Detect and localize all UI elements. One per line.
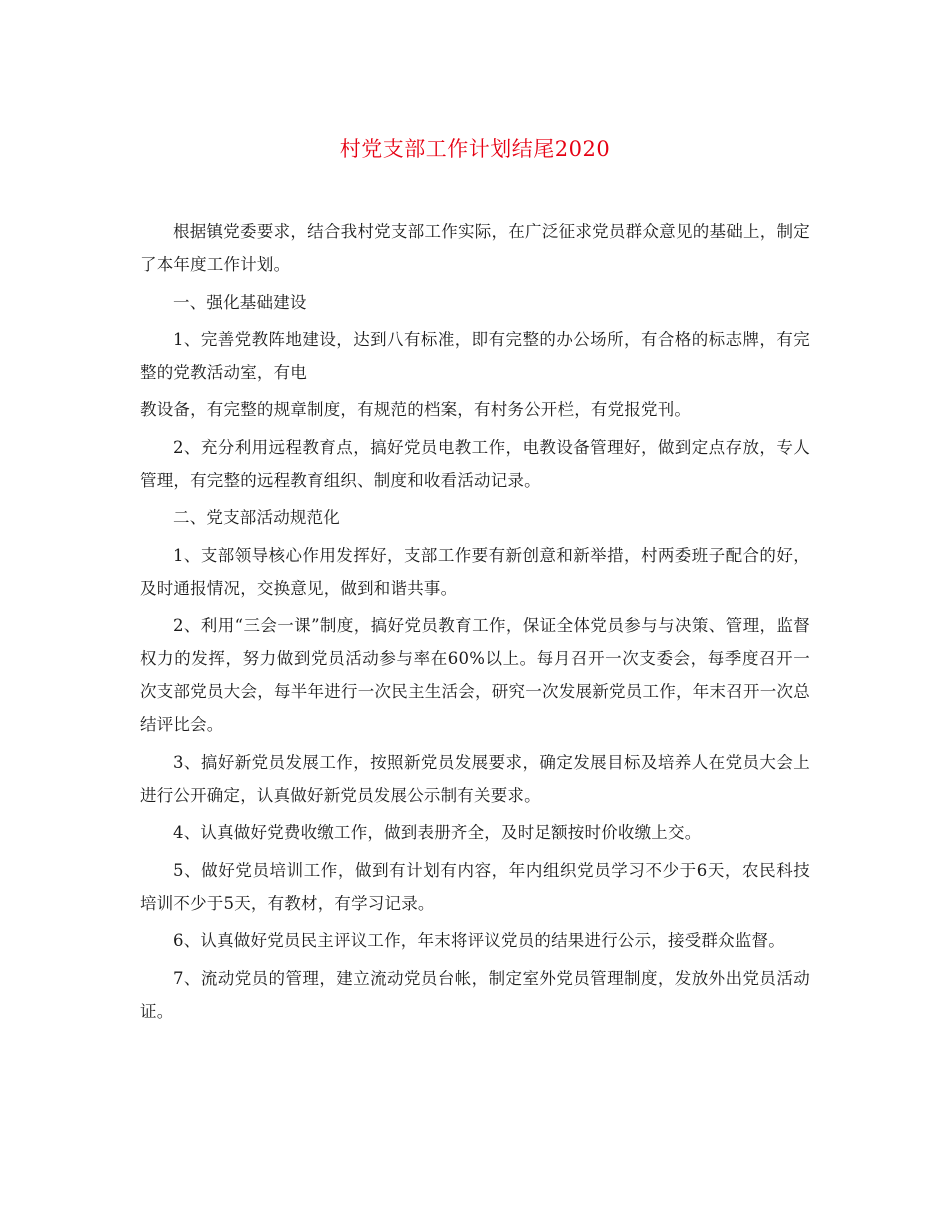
item-paragraph: 6、认真做好党员民主评议工作，年末将评议党员的结果进行公示，接受群众监督。 xyxy=(173,931,785,950)
item-paragraph: 3、搞好新党员发展工作，按照新党员发展要求，确定发展目标及培养人在党员大会上进行公开确定，认真做好新党员发展公示制有关要求。 xyxy=(140,752,810,805)
item-paragraph: 2、利用“三会一课”制度，搞好党员教育工作，保证全体党员参与与决策、管理，监督权力的发挥，努力做到党员活动参与率在60%以上。每月召开一次支委会，每季度召开一次支部党员大会，每半年进行一次民主生活会，研究一次发展新党员工作，年末召开一次总结评比会。 xyxy=(140,616,810,734)
item-paragraph: 2、充分利用远程教育点，搞好党员电教工作，电教设备管理好，做到定点存放，专人管理，有完整的远程教育组织、制度和收看活动记录。 xyxy=(140,437,810,490)
section-heading-1: 一、强化基础建设 xyxy=(173,292,307,312)
item-paragraph: 1、完善党教阵地建设，达到八有标准，即有完整的办公场所，有合格的标志牌，有完整的党教活动室，有电 xyxy=(140,330,810,382)
item-paragraph: 7、流动党员的管理，建立流动党员台帐，制定室外党员管理制度，发放外出党员活动证。 xyxy=(140,968,810,1021)
item-paragraph: 5、做好党员培训工作，做到有计划有内容，年内组织党员学习不少于6天，农民科技培训不少于5天，有教材，有学习记录。 xyxy=(140,860,810,913)
document-title: 村党支部工作计划结尾2020 xyxy=(339,137,611,161)
item-paragraph: 1、支部领导核心作用发挥好，支部工作要有新创意和新举措，村两委班子配合的好，及时通报情况，交换意见，做到和谐共事。 xyxy=(140,545,810,598)
section-heading-2: 二、党支部活动规范化 xyxy=(173,508,340,527)
item-continuation-paragraph: 教设备，有完整的规章制度，有规范的档案，有村务公开栏，有党报党刊。 xyxy=(140,400,692,419)
item-paragraph: 4、认真做好党费收缴工作，做到表册齐全，及时足额按时价收缴上交。 xyxy=(173,823,702,842)
document-body xyxy=(140,215,810,1028)
intro-paragraph: 根据镇党委要求，结合我村党支部工作实际，在广泛征求党员群众意见的基础上，制定了本年度工作计划。 xyxy=(140,222,810,274)
